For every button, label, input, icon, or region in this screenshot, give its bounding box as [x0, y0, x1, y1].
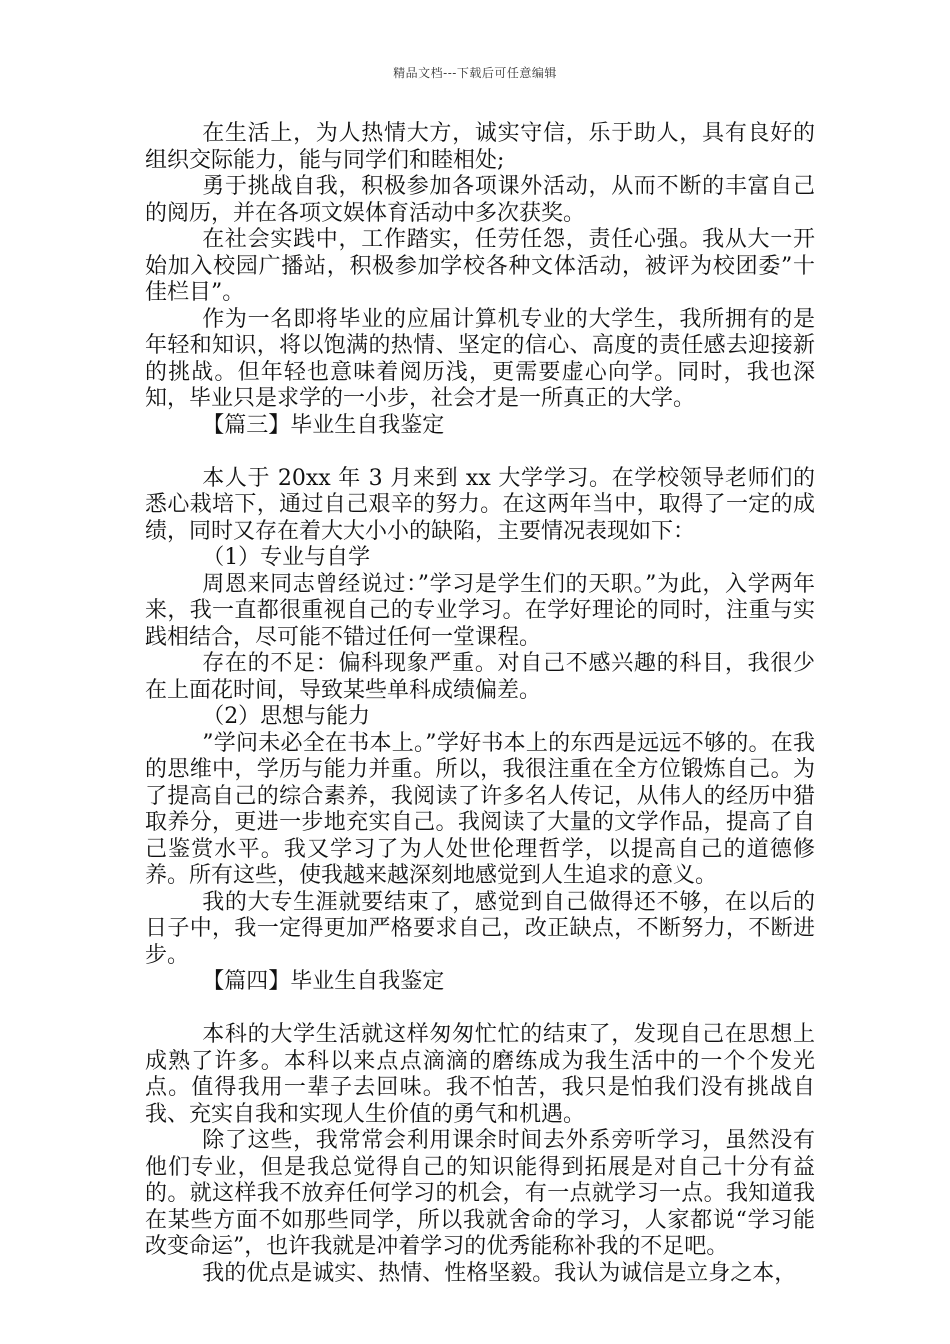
paragraph-intro: 本人于 20xx 年 3 月来到 xx 大学学习。在学校领导老师们的悉心栽培下，通过自己艰辛的努力。在这两年当中，取得了一定的成绩，同时又存在着大大小小的缺陷，主要情况表现如下：	[145, 465, 815, 544]
paragraph-graduate: 作为一名即将毕业的应届计算机专业的大学生，我所拥有的是年轻和知识，将以饱满的热情、坚定的信心、高度的责任感去迎接新的挑战。但年轻也意味着阅历浅，更需要虚心向学。同时，我也深知，毕业只是求学的一小步，社会才是一所真正的大学。	[145, 306, 815, 411]
paragraph-study: 周恩来同志曾经说过：”学习是学生们的天职。”为此，入学两年来，我一直都很重视自己的专业学习。在学好理论的同时，注重与实践相结合，尽可能不错过任何一堂课程。	[145, 571, 815, 650]
paragraph-college-life: 本科的大学生活就这样匆匆忙忙的结束了，发现自己在思想上成熟了许多。本科以来点点滴滴的磨练成为我生活中的一个个发光点。值得我用一辈子去回味。我不怕苦，我只是怕我们没有挑战自我、充实自我和实现人生价值的勇气和机遇。	[145, 1022, 815, 1127]
spacer	[145, 996, 815, 1023]
section-heading-4: 【篇四】毕业生自我鉴定	[202, 969, 445, 994]
paragraph-practice: 在社会实践中，工作踏实，任劳任怨，责任心强。我从大一开始加入校园广播站，积极参加学校各种文体活动，被评为校团委”十佳栏目”。	[145, 227, 815, 305]
paragraph-shortcoming: 存在的不足：偏科现象严重。对自己不感兴趣的科目，我很少在上面花时间，导致某些单科成绩偏差。	[145, 651, 815, 703]
subheading-major: （1）专业与自学	[202, 545, 371, 570]
section-heading-3: 【篇三】毕业生自我鉴定	[202, 412, 445, 438]
subheading-thought: （2）思想与能力	[202, 704, 371, 729]
document-body	[145, 121, 815, 1287]
paragraph-extra-study: 除了这些，我常常会利用课余时间去外系旁听学习，虽然没有他们专业，但是我总觉得自己的知识能得到拓展是对自己十分有益的。就这样我不放弃任何学习的机会，有一点就学习一点。我知道我在某些方面不如那些同学，所以我就舍命的学习，人家都说“学习能改变命运”，也许我就是冲着学习的优秀能称补我的不足吧。	[145, 1128, 815, 1259]
paragraph-strengths: 我的优点是诚实、热情、性格坚毅。我认为诚信是立身之本，	[202, 1260, 797, 1286]
spacer	[145, 439, 815, 466]
page-header: 精品文档---下载后可任意编辑	[393, 66, 557, 80]
paragraph-conclusion: 我的大专生涯就要结束了，感觉到自己做得还不够，在以后的日子中，我一定得更加严格要求自己，改正缺点，不断努力，不断进步。	[145, 889, 815, 968]
paragraph-thought: ”学问未必全在书本上。”学好书本上的东西是远远不够的。在我的思维中，学历与能力并重。所以，我很注重在全方位锻炼自己。为了提高自己的综合素养，我阅读了许多名人传记，从伟人的经历中猎取养分，更进一步地充实自己。我阅读了大量的文学作品，提高了自己鉴赏水平。我又学习了为人处世伦理哲学，以提高自己的道德修养。所有这些，使我越来越深刻地感觉到人生追求的意义。	[145, 730, 815, 888]
paragraph-challenge: 勇于挑战自我，积极参加各项课外活动，从而不断的丰富自己的阅历，并在各项文娱体育活动中多次获奖。	[145, 174, 815, 226]
paragraph-life: 在生活上，为人热情大方，诚实守信，乐于助人，具有良好的组织交际能力，能与同学们和睦相处;	[145, 121, 815, 173]
